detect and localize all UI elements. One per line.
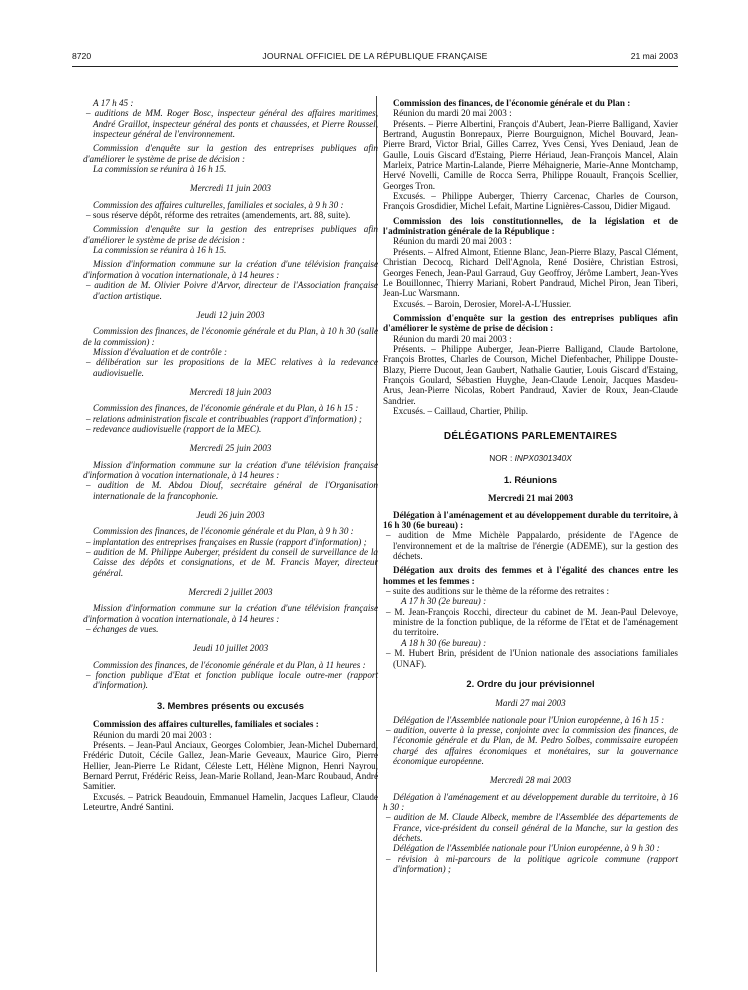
commission-name: Commission des lois constitutionnelles, de la législation et de l'administration générale de la République : (383, 215, 678, 237)
agenda-note: La commission se réunira à 16 h 15. (93, 245, 227, 256)
agenda-item: – suite des auditions sur le thème de la réforme des retraites : (386, 586, 609, 597)
time-line: A 17 h 30 (2e bureau) : (401, 596, 487, 607)
section-heading: 1. Réunions (503, 474, 558, 485)
agenda-item: – M. Jean-François Rocchi, directeur du cabinet de M. Jean-Paul Delevoye, ministre de la fonction publique, de la réforme de l'Etat et de l'aménagement du territoire. (386, 606, 678, 638)
excused-members: Excusés. – Caillaud, Chartier, Philip. (393, 405, 528, 416)
commission-name: Commission des finances, de l'économie générale et du Plan : (393, 98, 631, 108)
present-members: Présents. – Alfred Almont, Etienne Blanc, Jean-Pierre Blazy, Pascal Clément, Christian Decocq, Richard Dell'Agnola, René Dosière, Christian Estrosi, Georges Fenech, Jean-Paul Garraud, Guy Geoffroy, Jérôme Lambert, Jean-Yves Le Bouillonnec, Thierry Mariani, Robert Pandraud, Michel Piron, Jean Tiberi, Jean-Luc Warsmann. (383, 246, 678, 299)
agenda-item: – audition de M. Claude Albeck, membre de l'Assemblée des départements de France, vice-président du conseil général de la Manche, sur la gestion des déchets. (386, 812, 678, 843)
section-heading: 2. Ordre du jour prévisionnel (466, 677, 595, 689)
agenda-item: – redevance audiovisuelle (rapport de la MEC). (86, 423, 262, 434)
present-members: Présents. – Pierre Albertini, François d'Aubert, Jean-Pierre Balligand, Xavier Bertrand, Augustin Bonrepaux, Pierre Bourguignon, Michel Bouvard, Jean-Pierre Brard, Victor Brial, Gilles Carrez, Yves Censi, Yves Deniaud, Jean de Gaulle, Louis Giscard d'Estaing, Pierre Hériaud, Jean-François Mancel, Alain Marleix, Patrice Martin-Lalande, Pierre Méhaignerie, Marie-Anne Montchamp, Hervé Novelli, Camille de Rocca Serra, Philippe Rouault, François Scellier, Georges Tron. (383, 118, 678, 191)
right-column (383, 98, 678, 874)
meeting-date: Réunion du mardi 20 mai 2003 : (393, 236, 512, 247)
header-rule (72, 66, 678, 67)
commission-line: Mission d'information commune sur la création d'une télévision française d'information à vocation internationale, à 14 heures : (83, 603, 378, 624)
meeting-date: Réunion du mardi 20 mai 2003 : (393, 108, 512, 119)
commission-name: Commission d'enquête sur la gestion des entreprises publiques afin d'améliorer le système de prise de décision : (383, 312, 678, 334)
agenda-item: – audition de M. Philippe Auberger, président du conseil de surveillance de la Caisse des dépôts et consignations, et de M. Francis Mayer, directeur général. (86, 547, 378, 578)
commission-line: Commission des finances, de l'économie générale et du Plan, à 9 h 30 : (93, 526, 354, 537)
commission-line: Commission des finances, de l'économie générale et du Plan, à 16 h 15 : (93, 403, 359, 414)
date-heading: Mercredi 18 juin 2003 (189, 386, 272, 397)
nor-label: NOR : (489, 452, 515, 463)
commission-line: Commission des finances, de l'économie générale et du Plan, à 10 h 30 (salle de la commission) : (83, 326, 378, 347)
date-heading: Mercredi 28 mai 2003 (489, 775, 572, 786)
excused-members: Excusés. – Baroin, Derosier, Morel-A-L'Hussier. (393, 298, 572, 309)
page-number: 8720 (72, 51, 92, 61)
date-heading: Mercredi 2 juillet 2003 (188, 587, 273, 598)
agenda-item: – M. Hubert Brin, président de l'Union nationale des associations familiales (UNAF). (386, 648, 678, 669)
agenda-item: – audition de M. Olivier Poivre d'Arvor, directeur de l'Association française d'action artistique. (86, 280, 378, 301)
present-members: Présents. – Philippe Auberger, Jean-Pierre Balligand, Claude Bartolone, François Brottes, Charles de Courson, Michel Diefenbacher, Philippe Douste-Blazy, Pierre Ducout, Jean Gaubert, Nathalie Gautier, Louis Giscard d'Estaing, François Goulard, Sébastien Huyghe, Jean-Claude Lenoir, Jacques Masdeu-Arus, Jean-Pierre Nicolas, Robert Pandraud, Xavier de Roux, Jean-Claude Sandrier. (383, 343, 678, 406)
journal-title: JOURNAL OFFICIEL DE LA RÉPUBLIQUE FRANÇAISE (262, 51, 488, 61)
excused-members: Excusés. – Patrick Beaudouin, Emmanuel Hamelin, Jacques Lafleur, Claude Leteurtre, André Santini. (83, 791, 378, 812)
excused-members: Excusés. – Philippe Auberger, Thierry Carcenac, Charles de Courson, François Grosdidier, Michel Lefait, Martine Lignières-Cassou, Didier Migaud. (383, 191, 678, 212)
agenda-item: – audition, ouverte à la presse, conjointe avec la commission des finances, de l'économie générale et du Plan, de M. Pedro Solbes, commissaire européen chargé des affaires économiques et monétaires, sur la gouvernance économique européenne. (386, 724, 678, 766)
agenda-item: – implantation des entreprises françaises en Russie (rapport d'information) ; (86, 536, 367, 547)
nor-reference (383, 453, 678, 463)
commission-name: Commission des affaires culturelles, familiales et sociales : (93, 719, 319, 730)
commission-line: Commission des affaires culturelles, familiales et sociales, à 9 h 30 : (93, 199, 344, 210)
issue-date: 21 mai 2003 (630, 51, 678, 61)
agenda-item: – fonction publique d'Etat et fonction publique locale outre-mer (rapport d'information). (86, 670, 378, 691)
delegations-title: DÉLÉGATIONS PARLEMENTAIRES (443, 431, 618, 443)
commission-line: Mission d'information commune sur la création d'une télévision française d'information à vocation internationale, à 14 heures : (83, 259, 378, 280)
date-heading: Mercredi 11 juin 2003 (189, 183, 271, 194)
agenda-item: – révision à mi-parcours de la politique agricole commune (rapport d'information) ; (386, 853, 678, 874)
left-column (83, 98, 378, 812)
agenda-item: – délibération sur les propositions de la MEC relatives à la redevance audiovisuelle. (86, 357, 378, 378)
commission-line: Mission d'information commune sur la création d'une télévision française d'information à vocation internationale, à 14 heures : (83, 459, 378, 480)
section-heading: 3. Membres présents ou excusés (157, 699, 304, 711)
time-line: A 18 h 30 (6e bureau) : (401, 637, 487, 648)
agenda-item: – audition de Mme Michèle Pappalardo, présidente de l'Agence de l'environnement et de la maîtrise de l'énergie (ADEME), sur la gestion des déchets. (386, 530, 678, 562)
meeting-date: Réunion du mardi 20 mai 2003 : (93, 729, 212, 740)
commission-line: Commission d'enquête sur la gestion des entreprises publiques afin d'améliorer le système de prise de décision : (83, 224, 378, 245)
date-heading: Jeudi 26 juin 2003 (196, 510, 265, 520)
page-header (72, 51, 678, 65)
agenda-item: – auditions de MM. Roger Bosc, inspecteur général des affaires maritimes, André Graillot, inspecteur général des ponts et chaussées, et Pierre Roussel, inspecteur général de l'environnement. (86, 108, 378, 140)
present-members: Présents. – Jean-Paul Anciaux, Georges Colombier, Jean-Michel Dubernard, Frédéric Dutoit, Cécile Gallez, Jean-Marie Geveaux, Maurice Giro, Pierre Hellier, Jean-Pierre Le Ridant, Céleste Lett, Hélène Mignon, Henri Nayrou, Bernard Perrut, Frédéric Reiss, Jean-Marie Rolland, Jean-Marc Roubaud, André Samitier. (83, 739, 378, 792)
commission-line: Commission d'enquête sur la gestion des entreprises publiques afin d'améliorer le système de prise de décision : (83, 143, 378, 164)
mission-line: Mission d'évaluation et de contrôle : (93, 346, 227, 357)
delegation-line: Délégation à l'aménagement et au développement durable du territoire, à 16 h 30 : (383, 791, 678, 812)
date-heading: Mercredi 25 juin 2003 (189, 443, 272, 454)
agenda-item: – sous réserve dépôt, réforme des retraites (amendements, art. 88, suite). (86, 210, 351, 221)
date-heading: Mardi 27 mai 2003 (495, 698, 566, 709)
date-heading: Mercredi 21 mai 2003 (487, 493, 574, 504)
agenda-item: – échanges de vues. (86, 624, 159, 635)
commission-line: Commission des finances, de l'économie générale et du Plan, à 11 heures : (93, 659, 366, 670)
meeting-date: Réunion du mardi 20 mai 2003 : (393, 333, 512, 344)
time-line: A 17 h 45 : (93, 98, 134, 108)
date-heading: Jeudi 12 juin 2003 (196, 309, 265, 320)
agenda-item: – relations administration fiscale et contribuables (rapport d'information) ; (86, 413, 362, 424)
delegation-line: Délégation de l'Assemblée nationale pour l'Union européenne, à 9 h 30 : (393, 843, 660, 854)
date-heading: Jeudi 10 juillet 2003 (192, 643, 269, 654)
delegation-line: Délégation aux droits des femmes et à l'égalité des chances entre les hommes et les femmes : (383, 565, 678, 586)
nor-code: INPX0301340X (514, 452, 572, 463)
delegation-line: Délégation à l'aménagement et au développement durable du territoire, à 16 h 30 (6e bureau) : (383, 509, 678, 531)
agenda-item: – audition de M. Abdou Diouf, secrétaire général de l'Organisation internationale de la francophonie. (86, 480, 378, 501)
agenda-note: La commission se réunira à 16 h 15. (93, 164, 227, 175)
delegation-line: Délégation de l'Assemblée nationale pour l'Union européenne, à 16 h 15 : (393, 714, 665, 725)
